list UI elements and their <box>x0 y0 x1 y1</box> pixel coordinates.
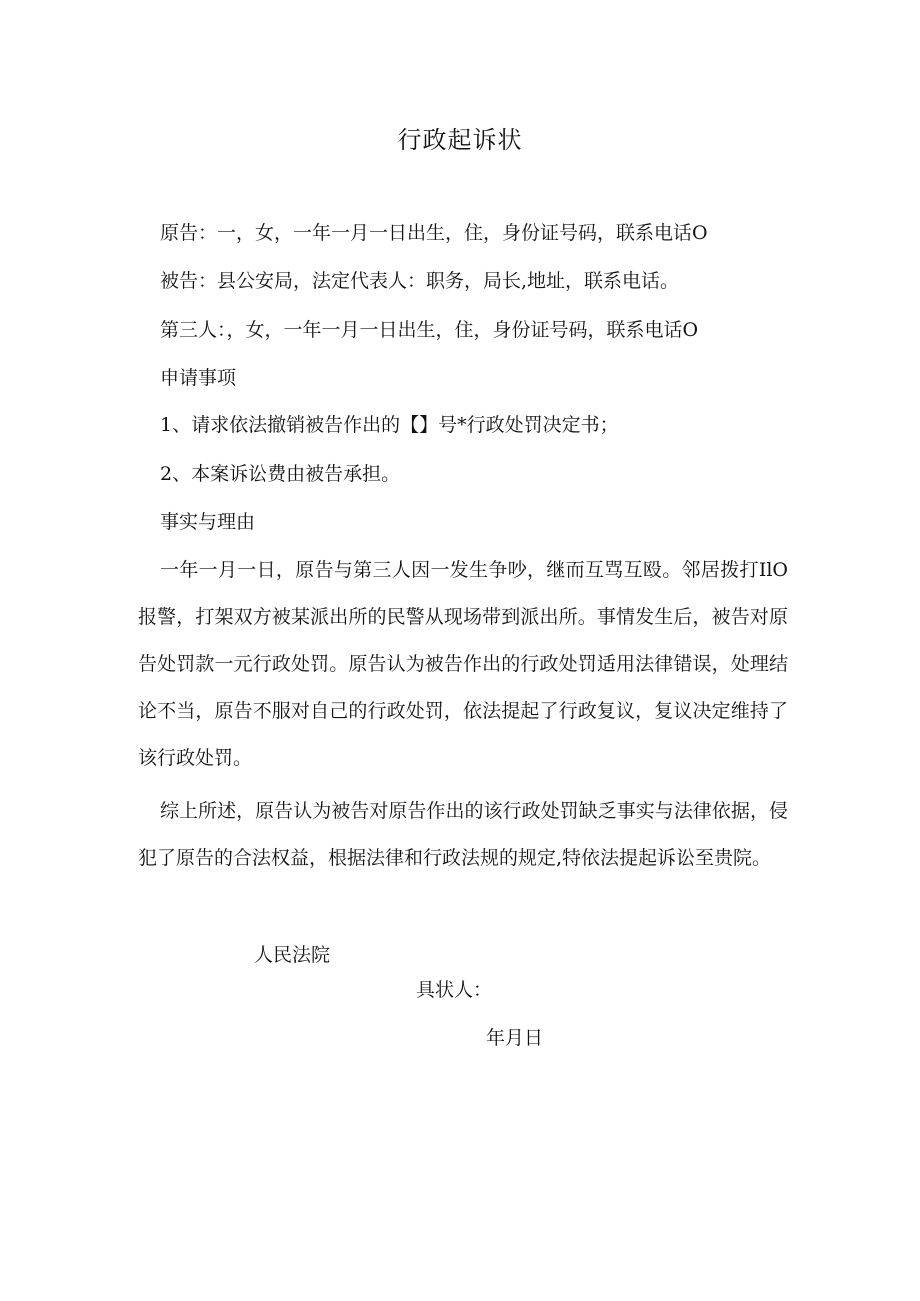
facts-paragraph: 一年一月一日，原告与第三人因一发生争吵，继而互骂互殴。邻居拨打IlO报警，打架双方被某派出所的民警从现场带到派出所。事情发生后，被告对原告处罚款一元行政处罚。原告认为被告作出的行政处罚适用法律错误，处理结论不当，原告不服对自己的行政处罚，依法提起了行政复议，复议决定维持了该行政处罚。 <box>138 559 788 769</box>
third-party-line: 第三人：，女，一年一月一日出生，住，身份证号码，联系电话O <box>160 319 699 341</box>
signer-label: 具状人： <box>416 979 493 1001</box>
claim-item-2: 2、本案诉讼费由被告承担。 <box>160 463 401 485</box>
claim-item-1: 1、请求依法撤销被告作出的【】号*行政处罚决定书； <box>160 414 619 436</box>
plaintiff-line: 原告：一，女，一年一月一日出生，住，身份证号码，联系电话O <box>160 222 708 244</box>
claims-heading: 申请事项 <box>160 367 237 389</box>
facts-heading: 事实与理由 <box>160 511 256 533</box>
conclusion-paragraph: 综上所述，原告认为被告对原告作出的该行政处罚缺乏事实与法律依据，侵犯了原告的合法权益，根据法律和行政法规的规定,特依法提起诉讼至贵院。 <box>138 800 788 869</box>
date-line: 年月日 <box>486 1027 544 1049</box>
court-name: 人民法院 <box>254 944 331 966</box>
defendant-line: 被告：县公安局，法定代表人：职务，局长,地址，联系电话。 <box>160 270 680 292</box>
document-title: 行政起诉状 <box>397 126 523 154</box>
